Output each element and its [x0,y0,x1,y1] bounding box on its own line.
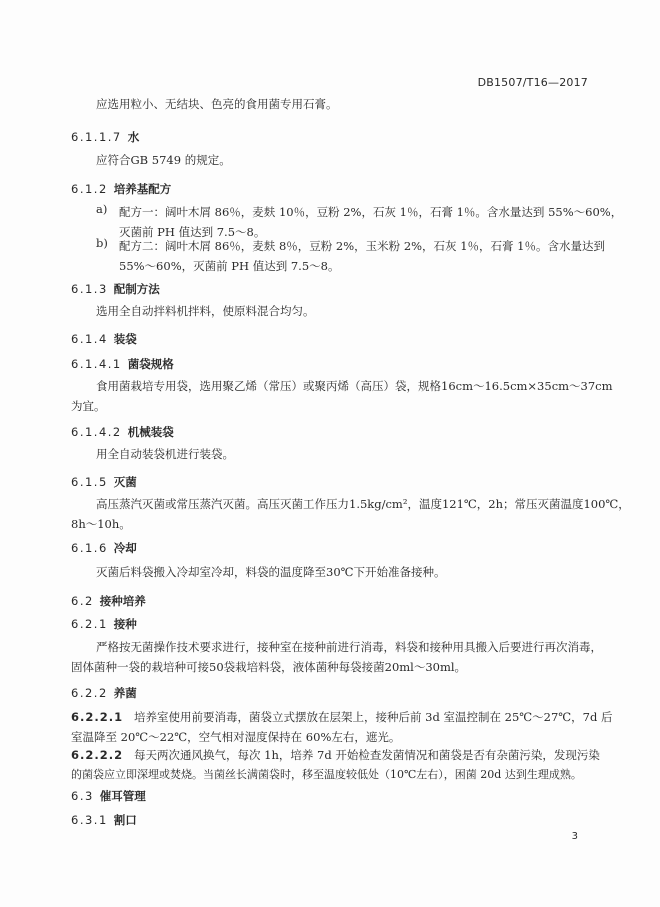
list-item-line: 配方二：阔叶木屑 86％，麦麸 8％，豆粉 2%，玉米粉 2%，石灰 1％，石膏 1％。含水量达到 [119,239,605,253]
section-number: 6.1.3 [71,282,108,296]
section-title: 灭菌 [113,475,137,489]
list-item-line: 55%～60%，灭菌前 PH 值达到 7.5～8。 [119,259,340,273]
section-title: 冷却 [113,541,137,555]
paragraph-line: 严格按无菌操作技术要求进行，接种室在接种前进行消毒，料袋和接种用具搬入后要进行再次消毒， [96,640,602,654]
paragraph-water: 应符合GB 5749 的规定。 [96,153,231,167]
section-heading-6-2 [71,593,660,609]
paragraph-inoculation [0,637,660,681]
section-number: 6.1.2 [71,182,108,196]
page-number: 3 [571,831,578,842]
section-title: 催耳管理 [99,789,146,803]
paragraph-bag-spec [0,376,660,420]
section-number: 6.1.4.1 [71,357,122,371]
section-number: 6.1.6 [71,541,108,555]
section-number: 6.2.2 [71,686,108,700]
list-item-label: a) [96,202,108,216]
section-heading-6-3-1 [71,812,660,828]
section-title: 菌袋规格 [127,357,174,371]
paragraph-cooling: 灭菌后料袋搬入冷却室冷却，料袋的温度降至30℃下开始准备接种。 [96,565,446,579]
section-number: 6.2 [71,594,94,608]
paragraph-line: 的菌袋应立即深埋或焚烧。当菌丝长满菌袋时，移至温度较低处（10℃左右），困菌 20d 达到生理成熟。 [71,768,582,781]
section-number: 6.3 [71,789,94,803]
list-item-line: 灭菌前 PH 值达到 7.5～8。 [119,225,266,239]
paragraph-line: 培养室使用前要消毒，菌袋立式摆放在层架上，接种后前 3d 室温控制在 25℃～27℃，7d 后 [134,710,613,724]
section-title: 水 [127,130,140,144]
clause-number: 6.2.2.1 [71,710,124,724]
section-title: 装袋 [113,332,137,346]
paragraph-line: 为宜。 [71,399,106,413]
section-title: 接种培养 [99,594,146,608]
section-heading-6-1-3 [71,281,660,297]
paragraph-sterilization [0,494,660,538]
section-number: 6.1.4 [71,332,108,346]
paragraph-gypsum: 应选用粒小、无结块、色亮的食用菌专用石膏。 [96,97,338,111]
paragraph-machine-bagging: 用全自动装袋机进行装袋。 [96,447,234,461]
section-title: 机械装袋 [127,425,174,439]
section-title: 培养基配方 [113,182,172,196]
clause-number: 6.2.2.2 [71,748,124,762]
paragraph-line: 8h～10h。 [71,517,131,531]
list-item-label: b) [96,236,108,250]
section-heading-6-1-4-2 [71,424,660,440]
paragraph-6-2-2-2 [0,745,660,789]
section-heading-6-1-4-1 [71,356,660,372]
section-number: 6.1.5 [71,475,108,489]
paragraph-line: 高压蒸汽灭菌或常压蒸汽灭菌。高压灭菌工作压力1.5kg/cm²，温度121℃，2h；常压灭菌温度100℃， [96,497,630,511]
paragraph-mix: 选用全自动拌料机拌料，使原料混合均匀。 [96,304,315,318]
document-id: DB1507/T16—2017 [477,76,588,89]
section-heading-6-1-6 [71,540,660,556]
section-title: 接种 [113,617,137,631]
section-number: 6.1.4.2 [71,425,122,439]
section-heading-6-1-5 [71,474,660,490]
paragraph-line: 食用菌栽培专用袋，选用聚乙烯（常压）或聚丙烯（高压）袋，规格16cm～16.5cm×35cm～37cm [96,379,613,393]
section-heading-6-1-1-7 [71,129,660,145]
section-title: 割口 [113,813,137,827]
paragraph-line: 室温降至 20℃～22℃，空气相对湿度保持在 60%左右，遮光。 [71,730,401,744]
paragraph-line: 每天两次通风换气，每次 1h，培养 7d 开始检查发菌情况和菌袋是否有杂菌污染，发现污染 [134,748,600,762]
section-number: 6.2.1 [71,617,108,631]
list-item-line: 配方一：阔叶木屑 86％，麦麸 10％，豆粉 2%，石灰 1％，石膏 1％。含水量达到 55%～60%， [119,205,623,219]
section-heading-6-2-2 [71,685,660,701]
section-heading-6-3 [71,788,660,804]
section-number: 6.1.1.7 [71,130,122,144]
section-heading-6-1-4 [71,331,660,347]
section-heading-6-2-1 [71,616,660,632]
section-heading-6-1-2 [71,181,660,197]
section-title: 养菌 [113,686,137,700]
list-item-b [0,236,660,280]
paragraph-line: 固体菌种一袋的栽培种可接50袋栽培料袋，液体菌种每袋接菌20ml～30ml。 [71,660,467,674]
section-title: 配制方法 [113,282,160,296]
section-number: 6.3.1 [71,813,108,827]
